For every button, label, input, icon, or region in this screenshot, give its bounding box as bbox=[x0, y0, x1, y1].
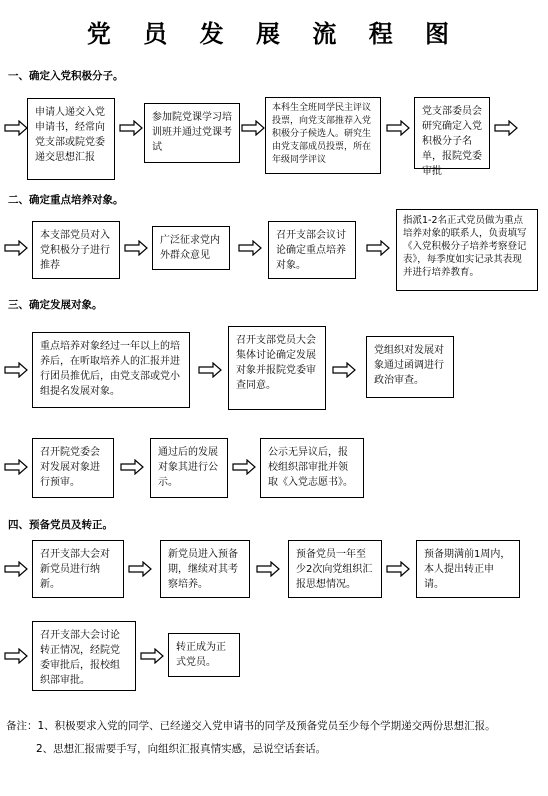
arrow-icon bbox=[4, 561, 28, 577]
section-1-heading: 一、确定入党积极分子。 bbox=[8, 70, 124, 82]
arrow-icon bbox=[386, 120, 410, 136]
step-1-1-box: 申请人递交入党申请书，经常向党支部或院党委递交思想汇报 bbox=[27, 98, 115, 180]
page-title: 党 员 发 展 流 程 图 bbox=[86, 19, 462, 48]
arrow-icon bbox=[128, 561, 152, 577]
step-4-6-box: 转正成为正式党员。 bbox=[168, 633, 240, 677]
section-3-heading: 三、确定发展对象。 bbox=[8, 299, 103, 311]
step-4-5-box: 召开支部大会讨论转正情况，经院党委审批后，报校组织部审批。 bbox=[32, 621, 136, 691]
notes-label: 备注： bbox=[6, 720, 38, 732]
arrow-icon bbox=[124, 240, 148, 256]
step-3-1-box: 重点培养对象经过一年以上的培养后，在听取培养人的汇报并进行团员推优后，由党支部或党小组提名发展对象。 bbox=[32, 332, 190, 408]
arrow-icon bbox=[241, 120, 265, 136]
section-4-heading: 四、预备党员及转正。 bbox=[8, 519, 113, 531]
step-1-3-box: 本科生全班同学民主评议投票，向党支部推荐入党积极分子候选人。研究生由党支部成员投票，所在年级同学评议 bbox=[265, 97, 381, 174]
step-4-3-box: 预备党员一年至少2次向党组织汇报思想情况。 bbox=[288, 540, 382, 598]
arrow-icon bbox=[198, 362, 222, 378]
step-2-1-box: 本支部党员对入党积极分子进行推荐 bbox=[32, 221, 120, 279]
notes bbox=[6, 718, 526, 758]
arrow-icon bbox=[4, 648, 28, 664]
arrow-icon bbox=[4, 459, 28, 475]
arrow-icon bbox=[120, 459, 144, 475]
arrow-icon bbox=[332, 362, 356, 378]
step-2-4-box: 指派1-2名正式党员做为重点培养对象的联系人，负责填写《入党积极分子培养考察登记表》，每季度如实记录其表现并进行培养教育。 bbox=[396, 209, 538, 291]
step-4-4-box: 预备期满前1周内，本人提出转正申请。 bbox=[416, 540, 520, 598]
step-4-2-box: 新党员进入预备期，继续对其考察培养。 bbox=[160, 540, 250, 598]
step-2-2-box: 广泛征求党内外群众意见 bbox=[152, 226, 230, 270]
step-1-4-box: 党支部委员会研究确定入党积极分子名单，报院党委审批 bbox=[414, 97, 490, 169]
arrow-icon bbox=[140, 648, 164, 664]
step-3-5-box: 通过后的发展对象其进行公示。 bbox=[150, 438, 228, 498]
arrow-icon bbox=[119, 120, 143, 136]
step-3-4-box: 召开院党委会对发展对象进行预审。 bbox=[32, 438, 114, 498]
step-3-2-box: 召开支部党员大会集体讨论确定发展对象并报院党委审查同意。 bbox=[228, 326, 326, 410]
section-2-heading: 二、确定重点培养对象。 bbox=[8, 194, 124, 206]
step-4-1-box: 召开支部大会对新党员进行纳新。 bbox=[32, 540, 124, 598]
step-3-3-box: 党组织对发展对象通过函调进行政治审查。 bbox=[366, 336, 454, 398]
arrow-icon bbox=[4, 120, 28, 136]
arrow-icon bbox=[238, 240, 262, 256]
arrow-icon bbox=[4, 362, 28, 378]
note-item-1: 1、积极要求入党的同学、已经递交入党申请书的同学及预备党员至少每个学期递交两份思想汇报。 bbox=[37, 720, 496, 732]
note-item-2: 2、思想汇报需要手写，向组织汇报真情实感，忌说空话套话。 bbox=[36, 743, 327, 755]
arrow-icon bbox=[256, 561, 280, 577]
arrow-icon bbox=[386, 561, 410, 577]
arrow-icon bbox=[494, 120, 518, 136]
step-2-3-box: 召开支部会议讨论确定重点培养对象。 bbox=[268, 221, 356, 279]
arrow-icon bbox=[232, 459, 256, 475]
step-3-6-box: 公示无异议后，报校组织部审批并领取《入党志愿书》。 bbox=[260, 438, 364, 498]
arrow-icon bbox=[4, 240, 28, 256]
step-1-2-box: 参加院党课学习培训班并通过党课考试 bbox=[144, 103, 240, 163]
arrow-icon bbox=[366, 240, 390, 256]
